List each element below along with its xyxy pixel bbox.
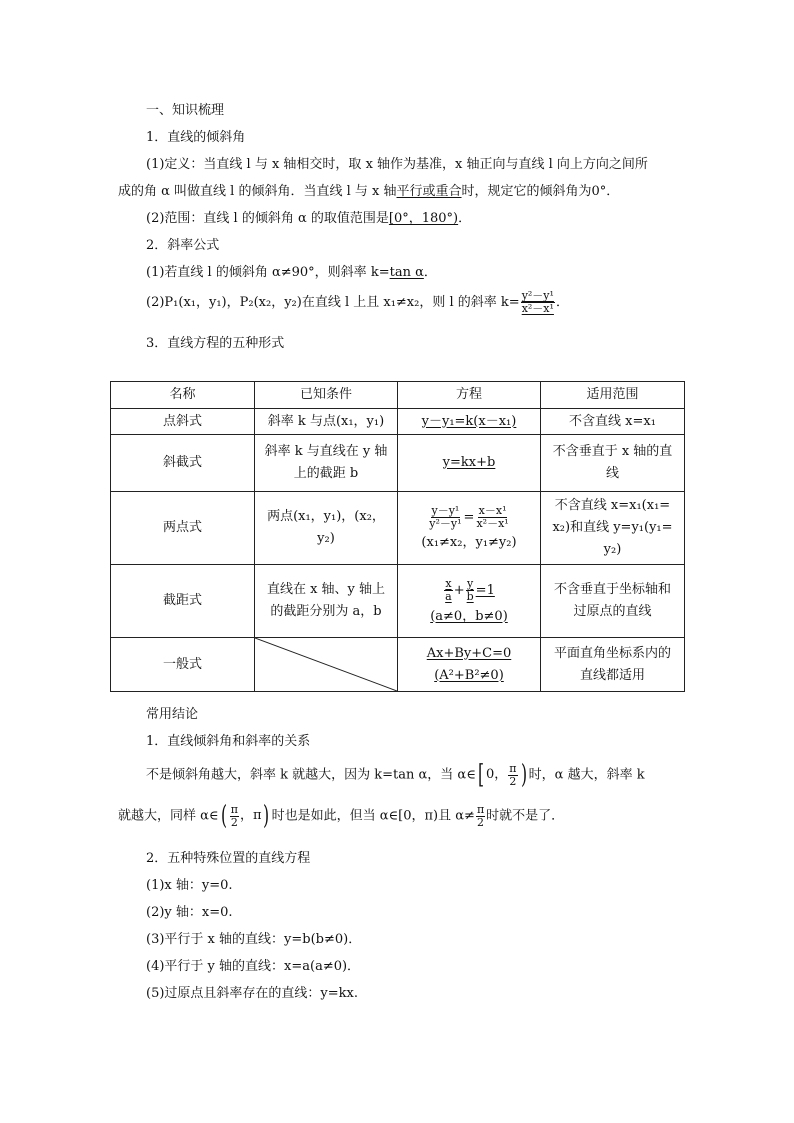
heading-inclination: 1．直线的倾斜角	[146, 130, 246, 145]
plus-sign: +	[453, 582, 465, 598]
row-equation	[398, 435, 541, 492]
scope-line: 平面直角坐标系内的	[553, 645, 671, 661]
row-scope	[541, 492, 685, 565]
equation-fraction	[466, 578, 475, 603]
row-condition: 斜率 k 与点(x₁，y₁)	[255, 409, 398, 435]
equals-sign: =	[463, 510, 475, 525]
range-end: ．	[458, 211, 472, 226]
pi-numerator: π	[230, 802, 238, 816]
scope-line: 不含垂直于 x 轴的直	[552, 444, 673, 459]
fraction-denominator: y²－y¹	[429, 517, 462, 530]
slope-denominator: x²－x¹	[521, 302, 554, 315]
range-interval: [0°，180°)	[388, 211, 459, 226]
definition-line-2-mid: 时，规定它的倾斜角为	[461, 184, 592, 199]
intercept-equation	[402, 578, 536, 603]
row-name: 截距式	[111, 565, 255, 638]
pi-numerator: π	[476, 802, 485, 816]
special-line-2: (2)y 轴：x=0.	[146, 905, 233, 920]
bracket-right: )	[520, 760, 527, 790]
paragraph-text: 时就不是了．	[486, 808, 565, 824]
row-name: 两点式	[111, 492, 255, 565]
bracket-right: )	[263, 801, 270, 831]
equation-condition: (A²+B²≠0)	[434, 667, 504, 683]
condition-line: 的截距分别为 a，b	[270, 604, 382, 619]
conclusion-heading-2: 2．五种特殊位置的直线方程	[146, 851, 311, 866]
definition-parallel-term: 平行或重合	[396, 184, 462, 199]
table-row	[111, 409, 685, 435]
scope-line: x₂)和直线 y=y₁(y₁=	[552, 520, 673, 535]
section-title: 一、知识梳理	[146, 103, 225, 118]
scope-line: 直线都适用	[579, 667, 645, 683]
fraction-numerator: x－x¹	[478, 504, 507, 517]
table-row	[111, 435, 685, 492]
special-line-4: (4)平行于 y 轴的直线：x=a(a≠0)．	[146, 959, 361, 974]
slope-line-1-end: ．	[423, 265, 437, 280]
header-scope: 适用范围	[541, 382, 685, 409]
table-row	[111, 565, 685, 638]
fraction-denominator: b	[466, 589, 474, 603]
slope-line-1	[146, 261, 437, 280]
interval-end: ，π	[239, 808, 262, 823]
fraction-numerator: y	[467, 576, 474, 590]
table-row	[111, 492, 685, 565]
two-denominator: 2	[509, 774, 517, 788]
diagonal-line	[255, 638, 397, 691]
row-scope	[541, 638, 685, 692]
special-line-1: (1)x 轴：y=0.	[146, 878, 233, 893]
special-line-5: (5)过原点且斜率存在的直线：y=kx.	[146, 986, 358, 1001]
scope-line: 不含直线 x=x₁(x₁=	[554, 498, 671, 513]
header-condition: 已知条件	[255, 382, 398, 409]
equation-fraction	[475, 505, 509, 530]
line-forms-table	[110, 381, 685, 692]
table-header-row	[111, 382, 685, 409]
equation-text: Ax+By+C=0	[426, 645, 512, 661]
definition-line-2-text: 成的角 α 叫做直线 l 的倾斜角．当直线 l 与 x 轴	[118, 184, 397, 199]
condition-line: 直线在 x 轴、y 轴上	[266, 582, 386, 597]
interval-start: 0，	[486, 767, 508, 782]
bracket-left: [	[477, 760, 484, 790]
slope-numerator: y²－y¹	[521, 289, 554, 302]
row-equation	[398, 492, 541, 565]
paragraph-text: 就越大，同样 α∈	[118, 808, 219, 824]
interval-expression	[219, 803, 272, 829]
pi-over-two	[230, 804, 239, 829]
slope-fraction	[521, 290, 555, 315]
row-scope: 不含直线 x=x₁	[541, 409, 685, 435]
definition-line-1: (1)定义：当直线 l 与 x 轴相交时，取 x 轴作为基准，x 轴正向与直线 l 向上方向之间所	[146, 157, 648, 172]
equation-fraction	[444, 578, 453, 603]
special-line-3: (3)平行于 x 轴的直线：y=b(b≠0)．	[146, 932, 362, 947]
row-condition	[255, 435, 398, 492]
row-equation	[398, 409, 541, 435]
scope-line: 过原点的直线	[573, 604, 652, 619]
pi-over-two	[508, 763, 517, 788]
row-scope	[541, 565, 685, 638]
row-name: 一般式	[111, 638, 255, 692]
pi-over-two	[476, 804, 485, 829]
paragraph-text: 时也是如此，但当 α∈[0，π)且 α≠	[271, 808, 475, 824]
paragraph-text: 不是倾斜角越大，斜率 k 就越大，因为 k=tan α，当 α∈	[146, 767, 476, 783]
conclusions-title: 常用结论	[146, 707, 199, 722]
slope-tan-alpha: tan α	[389, 265, 424, 280]
row-condition	[255, 565, 398, 638]
conclusion-heading-1: 1．直线倾斜角和斜率的关系	[146, 734, 311, 749]
definition-line-2	[118, 180, 619, 199]
row-name: 斜截式	[111, 435, 255, 492]
two-point-equation	[402, 505, 536, 530]
range-line	[146, 207, 471, 226]
equation-fraction	[428, 505, 462, 530]
row-equation	[398, 638, 541, 692]
scope-line: y₂)	[603, 542, 622, 557]
conclusion-paragraph-line-2	[118, 803, 564, 830]
range-text: (2)范围：直线 l 的倾斜角 α 的取值范围是	[146, 211, 389, 226]
row-equation	[398, 565, 541, 638]
row-name: 点斜式	[111, 409, 255, 435]
slope-line-2-end: ．	[555, 295, 569, 310]
equation-text: y－y₁=k(x－x₁)	[421, 413, 517, 429]
scope-line: 不含垂直于坐标轴和	[553, 582, 671, 597]
pi-numerator: π	[509, 761, 517, 775]
conclusion-paragraph-line-1	[146, 762, 645, 789]
heading-five-forms: 3．直线方程的五种形式	[146, 336, 285, 351]
header-equation: 方程	[398, 382, 541, 409]
slope-line-2-text: (2)P₁(x₁，y₁)，P₂(x₂，y₂)在直线 l 上且 x₁≠x₂，则 l 的斜率 k=	[146, 295, 520, 310]
two-denominator: 2	[230, 815, 238, 829]
table-row	[111, 638, 685, 692]
header-name: 名称	[111, 382, 255, 409]
equation-condition: (a≠0，b≠0)	[430, 608, 508, 624]
slope-line-1-text: (1)若直线 l 的倾斜角 α≠90°，则斜率 k=	[146, 265, 390, 280]
condition-line: 上的截距 b	[293, 466, 359, 481]
paragraph-text: 时，α 越大，斜率 k	[528, 767, 645, 783]
fraction-denominator: x²－x¹	[476, 517, 509, 530]
equation-condition: (x₁≠x₂，y₁≠y₂)	[421, 535, 517, 550]
row-scope	[541, 435, 685, 492]
heading-slope-formula: 2．斜率公式	[146, 238, 220, 253]
fraction-numerator: y－y¹	[431, 504, 460, 517]
fraction-denominator: a	[445, 589, 452, 603]
fraction-numerator: x	[445, 576, 452, 590]
scope-line: 线	[605, 466, 619, 481]
condition-line: 斜率 k 与直线在 y 轴	[264, 444, 388, 459]
bracket-left: (	[220, 801, 227, 831]
slope-line-2	[146, 290, 569, 315]
interval-expression	[476, 762, 529, 788]
diagonal-empty-cell	[255, 638, 398, 692]
two-denominator: 2	[477, 815, 485, 829]
equation-text: y=kx+b	[442, 455, 496, 470]
equation-rest: =1	[475, 582, 495, 598]
definition-zero-angle: 0°．	[591, 184, 620, 199]
row-condition: 两点(x₁，y₁)，(x₂，y₂)	[255, 492, 398, 565]
